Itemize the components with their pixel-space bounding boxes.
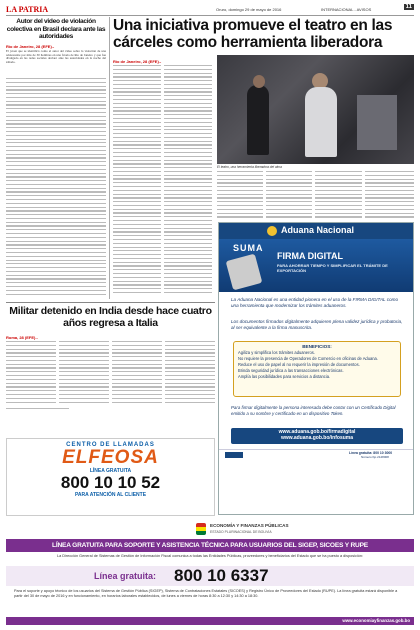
photo-caption: El teatro, una herramienta liberadora del alma bbox=[217, 165, 282, 169]
token-icon bbox=[226, 254, 263, 291]
sigep-number: 800 10 6337 bbox=[174, 566, 269, 585]
benefits-title: BENEFICIOS: bbox=[302, 344, 332, 349]
aduana-urls bbox=[231, 428, 403, 444]
main-col-6 bbox=[365, 171, 414, 221]
masthead bbox=[6, 5, 414, 16]
url-firma[interactable]: www.aduana.gob.bo/firmadigital bbox=[278, 429, 356, 435]
main-col-3 bbox=[217, 171, 263, 221]
aduana-ad bbox=[218, 222, 414, 515]
benefits-box bbox=[233, 341, 401, 397]
aduana-line: Línea gratuita: 800 10 3000 bbox=[349, 451, 393, 455]
india-col-1 bbox=[6, 341, 56, 405]
india-body-lower bbox=[6, 408, 215, 438]
benefit-2: No requiere la presencia de Operadores de Comercio en oficinas de Aduana. bbox=[238, 356, 378, 361]
sigep-url[interactable]: www.economiayfinanzas.gob.bo bbox=[342, 618, 410, 623]
aduana-footer-logo bbox=[225, 452, 243, 458]
sigep-note: Para el soporte y apoyo técnico de los usuarios del Sistema de Gestión Pública (SIGEP), Sistema de Contrataciones Estatales (SICOES) y Registro Único de Proveedores del Estado (RUPE). La línea gratuita estará disponible a partir del 30 de mayo de 2016 y en funcionamiento, en horarios laborales establecidos, de lunes a viernes de horas 8:30 a 12:30 y 14:30 a 18:30. bbox=[14, 589, 398, 598]
india-article bbox=[6, 305, 215, 405]
section-separator bbox=[6, 302, 215, 303]
firma-subtitle: PARA AHORRAR TIEMPO Y SIMPLIFICAR EL TRÁMITE DE EXPORTACIÓN bbox=[277, 263, 388, 273]
benefit-3: Reduce el uso de papel al no requerir la impresión de documentos. bbox=[238, 362, 360, 367]
firma-title: FIRMA DIGITAL bbox=[277, 251, 343, 261]
benefit-5: Amplía las posibilidades para servicios a distancia. bbox=[238, 374, 331, 379]
india-lead: Roma, 28 (EFE).- bbox=[6, 335, 38, 340]
page-number: 11 bbox=[405, 4, 412, 10]
section: INTERNACIONAL - AVISOS bbox=[321, 7, 372, 12]
theater-photo bbox=[217, 55, 414, 164]
aduana-banner bbox=[219, 239, 413, 292]
brief-body: El joven que se identificó como el autor del video sobre la violación de una adolescente por más de 30 hombres en una favela de Río de Janeiro y que fue divulgado en las redes sociales declaró ante las autoridades en la noche del sábado. bbox=[6, 49, 106, 65]
brief-article bbox=[6, 17, 106, 299]
aduana-cta: Para firmar digitalmente la persona interesada debe contar con un Certificado Digital emitido a su nombre y certificado en un dispositivo Token. bbox=[231, 405, 396, 416]
ministry-name: ECONOMÍA Y FINANZAS PÚBLICAS bbox=[210, 523, 289, 528]
sigep-ad bbox=[6, 539, 414, 626]
call-number: 800 10 10 52 bbox=[60, 473, 161, 492]
brief-title: Autor del video de violación colectiva en Brasil declara ante las autoridades bbox=[6, 18, 106, 41]
call-line-label: LÍNEA GRATUITA bbox=[89, 468, 132, 474]
main-col-2 bbox=[164, 65, 212, 298]
sigep-banner: LÍNEA GRATUITA PARA SOPORTE Y ASISTENCIA TÉCNICA PARA USUARIOS DEL SIGEP, SICOES Y RUPE bbox=[6, 539, 414, 552]
benefit-4: Brinda seguridad jurídica a las transacciones electrónicas. bbox=[238, 368, 344, 373]
brief-lead: Río de Janeiro, 28 (EFE).- bbox=[6, 43, 55, 49]
ministry-strip bbox=[6, 521, 414, 538]
main-col-4 bbox=[266, 171, 312, 221]
india-col-4 bbox=[165, 341, 215, 405]
column-divider bbox=[109, 17, 110, 299]
date: Oruro, domingo 29 de mayo de 2016 bbox=[216, 7, 282, 12]
ministry-state: ESTADO PLURINACIONAL DE BOLIVIA bbox=[210, 530, 272, 534]
aduana-intro: La Aduana Nacional es una entidad pionera en el uso de la FIRMA DIGITAL como una herramienta que modernizar los trámites aduaneros. bbox=[231, 297, 399, 308]
elfeosa-brand: ELFEOSA bbox=[62, 447, 159, 468]
call-subtitle: PARA ATENCIÓN AL CLIENTE bbox=[74, 492, 147, 498]
paper-name: LA PATRIA bbox=[6, 5, 49, 14]
india-col-3 bbox=[112, 341, 162, 405]
suma-logo: SUMA bbox=[233, 243, 264, 253]
sigep-body: La Dirección General de Sistemas de Gestión de Información Fiscal comunica a todas las Entidades Públicas, proveedores y beneficiarios del Estado que se ha puesto a disposición: bbox=[56, 554, 364, 558]
benefit-1: Agiliza y simplifica los trámites aduaneros. bbox=[238, 350, 315, 355]
call-center-title: CENTRO DE LLAMADAS bbox=[66, 442, 155, 448]
main-col-5 bbox=[315, 171, 362, 221]
sigep-number-bar bbox=[6, 566, 414, 586]
main-title: Una iniciativa promueve el teatro en las cárceles como herramienta liberadora bbox=[113, 17, 393, 51]
aduana-line-sub: Número fijo 2128008 bbox=[361, 455, 389, 459]
aduana-footer bbox=[219, 449, 413, 459]
main-col-1 bbox=[113, 65, 161, 298]
aduana-header bbox=[219, 223, 413, 239]
url-suma[interactable]: www.aduana.gob.bo/infosuma bbox=[280, 435, 354, 441]
aduana-brand: Aduana Nacional bbox=[281, 225, 355, 235]
main-lead: Río de Janeiro, 28 (EFE).- bbox=[113, 59, 162, 64]
india-col-2 bbox=[59, 341, 109, 405]
call-center-ad bbox=[6, 438, 215, 516]
bolivia-coat-icon bbox=[196, 523, 206, 535]
aduana-logo-icon bbox=[267, 226, 277, 236]
aduana-docs: Los documentos firmados digitalmente adquieren plena validez jurídica y probatoria, al ser equivalente a la firma manuscrita. bbox=[231, 319, 403, 330]
sigep-footer bbox=[6, 617, 414, 625]
sigep-line-label: Línea gratuita: bbox=[94, 571, 157, 581]
india-title: Militar detenido en India desde hace cuatro años regresa a Italia bbox=[9, 305, 212, 329]
brief-body-lines bbox=[6, 78, 106, 298]
